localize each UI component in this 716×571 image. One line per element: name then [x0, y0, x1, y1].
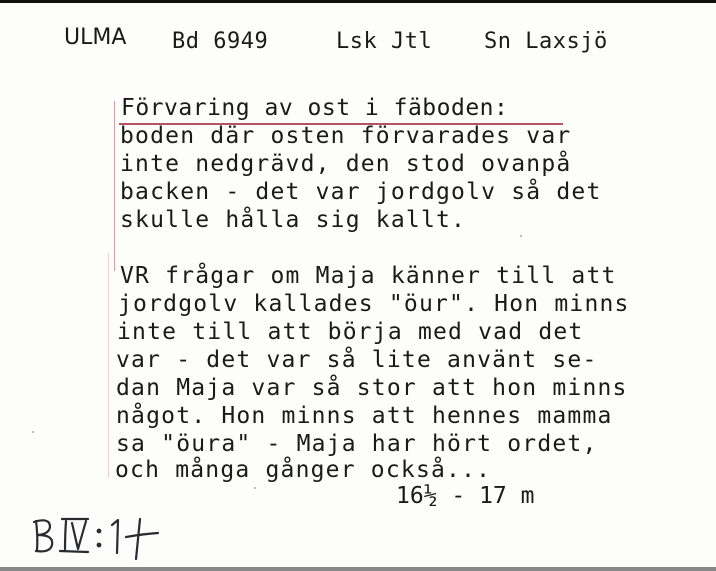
volume-number: Bd 6949: [172, 29, 269, 54]
text-line: jordgolv kallades "öur". Hon minns: [118, 291, 630, 317]
margin-rule-faint: [108, 253, 109, 478]
text-line: skulle hålla sig kallt.: [120, 207, 467, 233]
text-line: inte nedgrävd, den stod ovanpå: [120, 151, 572, 177]
text-line: backen - det var jordgolv så det: [120, 179, 602, 205]
measurement: 16½ - 17 m: [396, 483, 535, 509]
margin-rule: [114, 101, 115, 271]
text-line: något. Hon minns att hennes mamma: [116, 403, 613, 429]
text-line: boden där osten förvarades var: [120, 123, 572, 149]
text-line: VR frågar om Maja känner till att: [120, 263, 617, 289]
text-line: var - det var så lite använt se-: [116, 347, 598, 373]
archive-code: ULMA: [64, 25, 127, 50]
card-heading: Förvaring av ost i fäboden:: [121, 95, 509, 121]
text-line: och många gånger också...: [115, 457, 492, 483]
handwritten-signature-icon: [28, 507, 178, 562]
province: Lsk Jtl: [336, 29, 433, 54]
paper-speck: [32, 431, 34, 433]
text-line: inte till att börja med vad det: [117, 319, 584, 345]
paper-speck: [254, 487, 256, 489]
paper-speck: [520, 235, 522, 237]
text-line: dan Maja var så stor att hon minns: [116, 375, 628, 401]
text-line: sa "öura" - Maja har hört ordet,: [116, 431, 598, 457]
parish: Sn Laxsjö: [484, 29, 608, 54]
